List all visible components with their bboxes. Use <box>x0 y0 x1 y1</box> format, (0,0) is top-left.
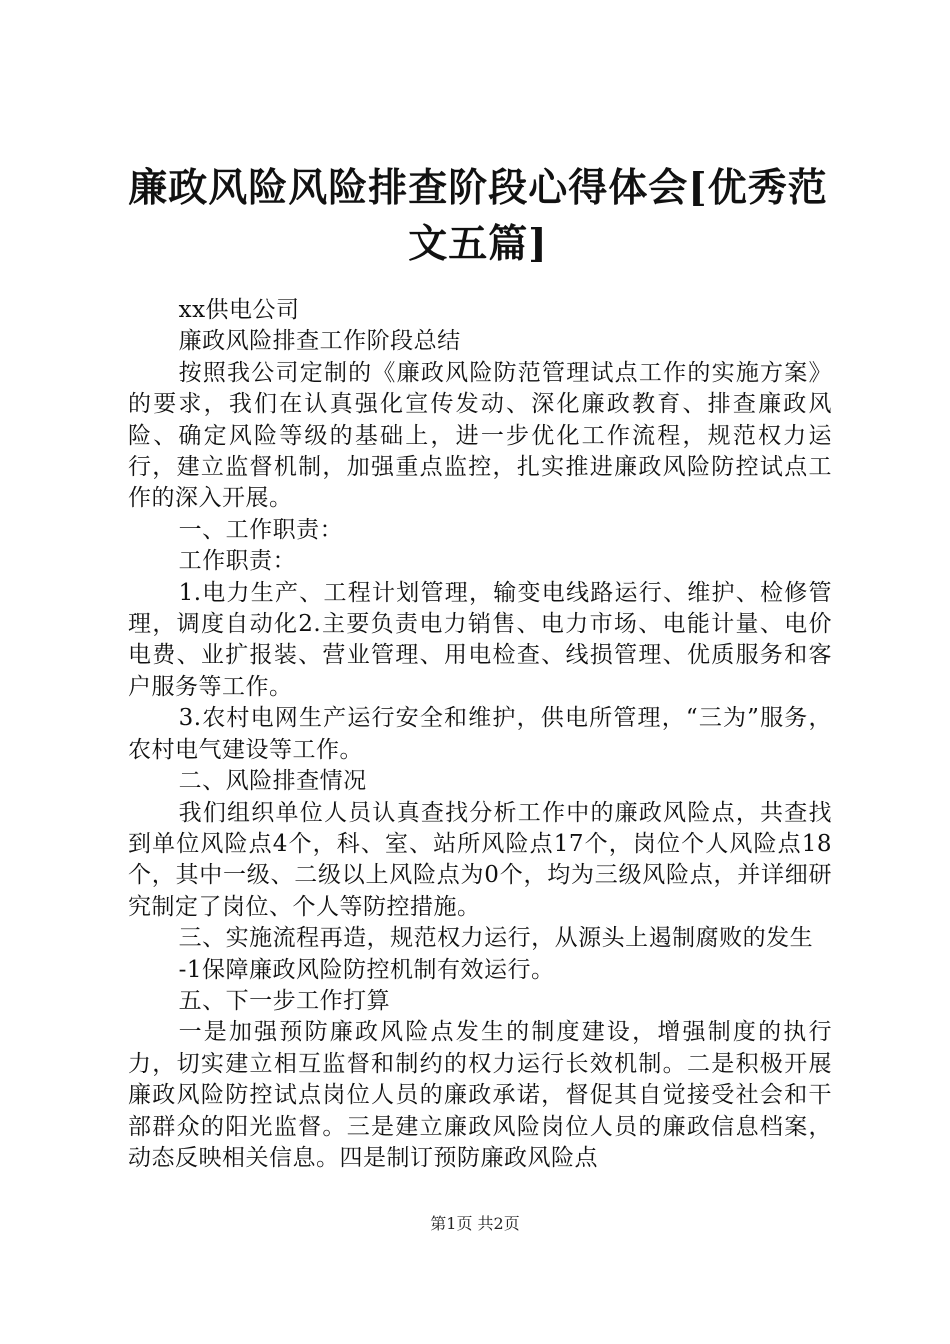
document-body <box>128 295 832 1174</box>
paragraph-next-steps: 一是加强预防廉政风险点发生的制度建设，增强制度的执行力，切实建立相互监督和制约的权力运行长效机制。二是积极开展廉政风险防控试点岗位人员的廉政承诺，督促其自觉接受社会和干部群众的阳光监督。三是建立廉政风险岗位人员的廉政信息档案，动态反映相关信息。四是制订预防廉政风险点 <box>128 1019 832 1171</box>
document-title: 廉政风险风险排查阶段心得体会[优秀范文五篇] <box>128 165 828 267</box>
paragraph-risk-check: 我们组织单位人员认真查找分析工作中的廉政风险点，共查找到单位风险点4个，科、室、站所风险点17个，岗位个人风险点18个，其中一级、二级以上风险点为0个，均为三级风险点，并详细研究制定了岗位、个人等防控措施。 <box>128 799 832 920</box>
heading-section-1: 一、工作职责： <box>178 516 344 543</box>
heading-section-2: 二、风险排查情况 <box>178 768 367 795</box>
paragraph-duties-1-2: 1.电力生产、工程计划管理，输变电线路运行、维护、检修管理，调度自动化2.主要负责电力销售、电力市场、电能计量、电价电费、业扩报装、营业管理、用电检查、线损管理、优质服务和客户服务等工作。 <box>128 579 832 700</box>
paragraph-duties-3: 3.农村电网生产运行安全和维护，供电所管理，“三为”服务，农村电气建设等工作。 <box>128 705 832 763</box>
heading-section-3: 三、实施流程再造，规范权力运行，从源头上遏制腐败的发生 <box>178 925 814 952</box>
page-footer: 第1页 共2页 <box>430 1214 520 1233</box>
heading-section-5: 五、下一步工作打算 <box>178 987 391 1014</box>
paragraph-duties-label: 工作职责： <box>178 548 297 575</box>
paragraph-company: xx供电公司 <box>178 297 300 323</box>
paragraph-intro: 按照我公司定制的《廉政风险防范管理试点工作的实施方案》的要求，我们在认真强化宣传发动、深化廉政教育、排查廉政风险、确定风险等级的基础上，进一步优化工作流程，规范权力运行，建立监督机制，加强重点监控，扎实推进廉政风险防控试点工作的深入开展。 <box>128 359 832 512</box>
paragraph-mechanism: -1保障廉政风险防控机制有效运行。 <box>178 956 555 983</box>
paragraph-subtitle: 廉政风险排查工作阶段总结 <box>178 328 461 355</box>
